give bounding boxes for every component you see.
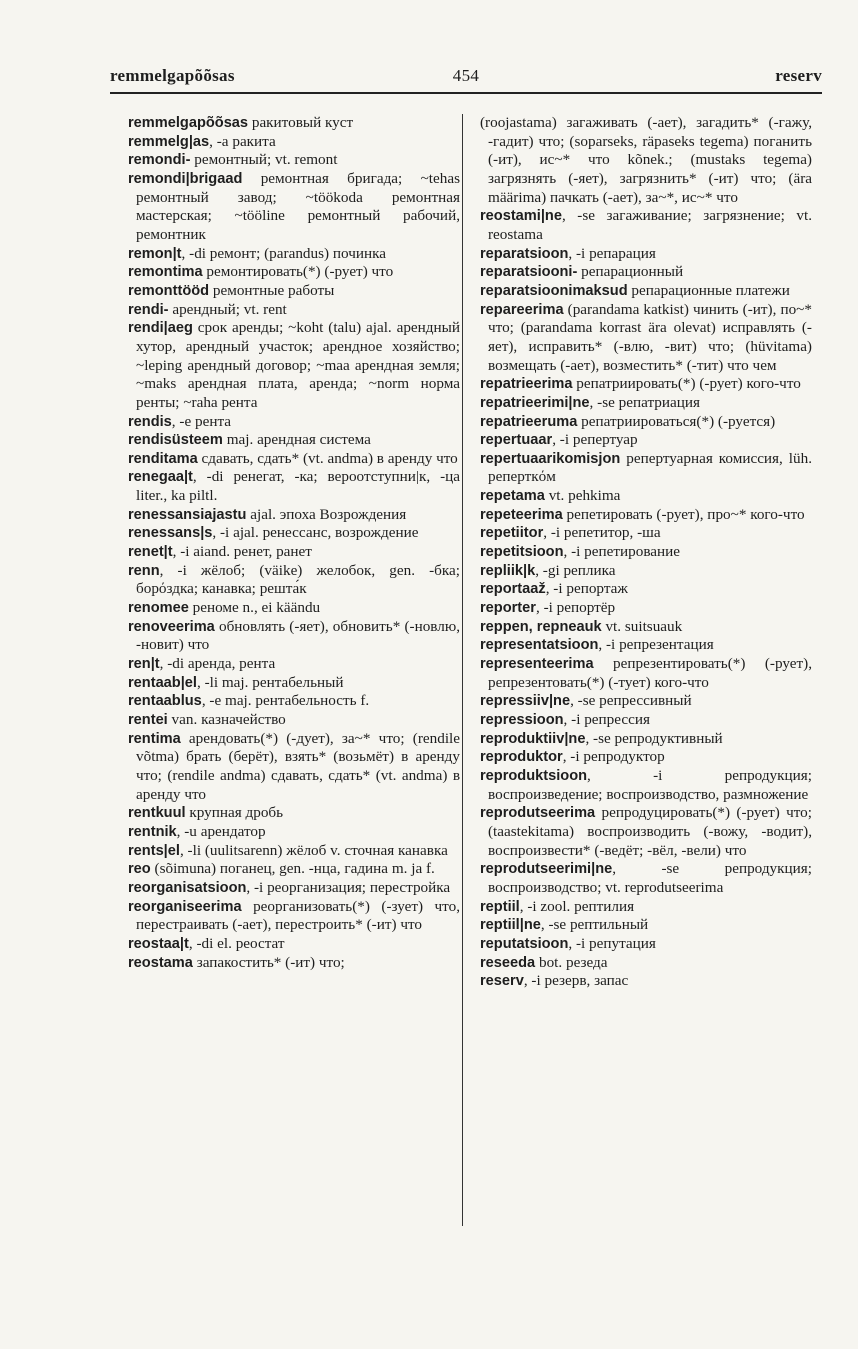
dictionary-entry [128, 301, 460, 320]
entry-definition: , -i жёлоб; (väike) желобок, gen. -бка; борόздка; канавка; решта́к [136, 561, 460, 598]
entry-headword: reportaaž [480, 581, 546, 598]
entry-definition: , -i репродуктор [562, 748, 665, 766]
header-right-guide-word: reserv [775, 66, 822, 85]
entry-definition: , -i репетитор, -ша [543, 524, 661, 542]
dictionary-entry [480, 898, 812, 917]
entry-headword: remon|t [128, 245, 182, 262]
entry-headword: reproduktor [480, 749, 563, 766]
entry-headword: reorganisatsioon [128, 879, 247, 896]
entry-definition: (parandama katkist) чинить (-ит), по~* что; (parandama korrast ära olevat) исправлять (-яет), исправить* (-влю, -вит) что; (hüvitama) возмещать (-ает), возместить* (-тит) что чем [488, 300, 812, 374]
dictionary-entry [480, 655, 812, 692]
entry-headword: renessansiajastu [128, 506, 247, 523]
entry-definition: репарационные платежи [627, 281, 790, 299]
dictionary-entry [128, 319, 460, 412]
dictionary-entry [480, 748, 812, 767]
entry-headword: rendisüsteem [128, 432, 223, 449]
entry-headword: representeerima [480, 656, 594, 673]
dictionary-entry [480, 543, 812, 562]
entry-definition: срок аренды; ~koht (talu) ajal. арендный хутор, арендный участок; арендное хозяйство; ~leping арендный договор; ~maa арендная земля; ~maks арендная плата, аренда; ~norm норма ренты; ~raha рента [136, 319, 460, 411]
entry-definition: , -gi реплика [535, 561, 616, 579]
entry-definition: репарационный [577, 263, 684, 281]
entry-definition: van. казначейство [167, 711, 286, 728]
entry-headword: reproduktiiv|ne [480, 730, 586, 747]
entry-definition: (sõimuna) поганец, gen. -нца, гадина m. ja f. [150, 860, 435, 878]
dictionary-entry [128, 245, 460, 264]
entry-definition: арендовать(*) (-дует), за~* что; (rendile võtma) брать (берёт), взять* (возьмёт) в аренду что; (rendile andma) сдавать, сдать* (vt. andma) в аренду что [136, 729, 460, 803]
entry-definition: сдавать, сдать* (vt. andma) в аренду что [197, 449, 458, 467]
header-left-guide-word: remmelgapõõsas [110, 66, 235, 85]
entry-headword: reppen, repneauk [480, 618, 602, 635]
dictionary-entry [128, 730, 460, 805]
entry-definition: , -di ремонт; (parandus) починка [181, 244, 386, 262]
dictionary-entry [480, 860, 812, 897]
dictionary-entry [480, 282, 812, 301]
entry-headword: repetama [480, 488, 545, 505]
entry-headword: reparatsiooni- [480, 264, 578, 281]
entry-headword: rentnik [128, 823, 177, 840]
dictionary-entry [128, 170, 460, 245]
entry-headword: repressioon [480, 712, 564, 728]
dictionary-entry [128, 413, 460, 432]
dictionary-entry [480, 562, 812, 581]
dictionary-entry [128, 655, 460, 674]
right-column [480, 114, 812, 991]
entry-headword: reptiil|ne [480, 917, 541, 934]
entry-definition: ремонтные работы [209, 281, 335, 299]
entry-headword: reseeda [480, 954, 536, 971]
entry-definition: репатриировать(*) (-рует) кого-что [572, 375, 801, 393]
dictionary-entry [480, 207, 812, 244]
dictionary-entry [480, 301, 812, 376]
entry-headword: reparatsioonimaksud [480, 282, 628, 299]
entry-headword: repressiiv|ne [480, 693, 571, 710]
entry-headword: rendis [128, 413, 172, 430]
entry-definition: , -i zool. рептилия [519, 897, 635, 915]
dictionary-entry [480, 618, 812, 637]
entry-headword: remondi- [128, 152, 191, 169]
entry-definition: , -li maj. рентабельный [196, 673, 344, 691]
dictionary-entry [128, 898, 460, 935]
entry-definition: , -i репрессия [563, 711, 650, 728]
entry-headword: rentima [128, 730, 181, 747]
entry-definition: , -e maj. рентабельность f. [201, 692, 370, 710]
entry-headword: representatsioon [480, 637, 599, 654]
entry-headword: reporter [480, 600, 536, 617]
entry-headword: repatrieerima [480, 376, 573, 393]
entry-definition: maj. арендная система [222, 431, 371, 449]
dictionary-entry [480, 972, 812, 991]
entry-definition: ремонтный; vt. remont [190, 151, 338, 169]
entry-headword: repertuaar [480, 432, 553, 449]
dictionary-entry [128, 860, 460, 879]
entry-definition: , -i репетирование [563, 543, 681, 561]
entry-definition: , -i репрезентация [598, 636, 714, 654]
entry-definition: ремонтная бригада; ~tehas ремонтный завод; ~töökoda ремонтная мастерская; ~tööline ремонтный рабочий, ремонтник [136, 169, 460, 243]
dictionary-entry [128, 151, 460, 170]
entry-headword: rents|el [128, 842, 180, 859]
entry-definition: запакостить* (-ит) что; [192, 953, 345, 971]
entry-headword: repareerima [480, 301, 564, 318]
dictionary-entry [480, 636, 812, 655]
dictionary-entry [128, 431, 460, 450]
dictionary-entry [480, 263, 812, 282]
dictionary-entry [480, 580, 812, 599]
entry-definition: , -a ракита [209, 132, 276, 150]
entry-definition: арендный; vt. rent [168, 300, 287, 318]
header-rule [110, 92, 822, 94]
entry-definition: ремонтировать(*) (-рует) что [202, 263, 394, 281]
dictionary-entry [128, 524, 460, 543]
entry-definition: , -i резерв, запас [523, 972, 629, 990]
entry-headword: renn [128, 562, 160, 579]
dictionary-entry [128, 450, 460, 469]
dictionary-entry [128, 263, 460, 282]
dictionary-entry [128, 674, 460, 693]
entry-headword: repetiitor [480, 525, 544, 542]
entry-definition: (roojastama) загаживать (-ает), загадить* (-гажу, -гадит) что; (soparseks, räpaseks tegema) поганить (-ит), ис~* что kõnek.; (mustaks tegema) загрязнять (-яет), загрязнить* (-ит) что; (ära määrima) пачкать (-ает), за~*, ис~* что [480, 114, 812, 206]
entry-definition: , -se репатриация [589, 393, 700, 411]
entry-definition: , -se загаживание; загрязнение; vt. reostama [488, 207, 812, 243]
entry-definition: репродуцировать(*) (-рует) что; (taastekitama) воспроизводить (-вожу, -водит), воспроизвести* (-ведёт; -вёл, -вели) что [488, 804, 812, 859]
entry-headword: reo [128, 861, 151, 878]
entry-headword: renditama [128, 450, 198, 467]
dictionary-entry [128, 506, 460, 525]
entry-headword: rendi|aeg [128, 320, 193, 337]
entry-definition: крупная дробь [185, 804, 284, 822]
entry-definition: , -di el. реостат [188, 934, 285, 952]
entry-definition: ракитовый куст [248, 114, 354, 131]
entry-definition: vt. suitsuauk [601, 617, 683, 635]
dictionary-entry [128, 543, 460, 562]
entry-definition: репрезентировать(*) (-рует), репрезентовать(*) (-тует) кого-что [488, 655, 812, 691]
dictionary-entry [480, 394, 812, 413]
entry-definition: , -u арендатор [176, 822, 266, 840]
entry-definition: , -i репродукция; воспроизведение; воспроизводство, размножение [488, 766, 812, 803]
dictionary-entry [480, 431, 812, 450]
dictionary-entry [480, 524, 812, 543]
entry-headword: reostami|ne [480, 208, 562, 225]
dictionary-entry [128, 562, 460, 599]
entry-headword: reserv [480, 973, 524, 990]
entry-headword: reostama [128, 954, 193, 971]
entry-definition: репертуарная комиссия, lüh. реперткόм [488, 449, 812, 486]
entry-headword: renomee [128, 600, 189, 617]
entry-definition: реорганизовать(*) (-зует) что, перестраивать (-ает), перестроить* (-ит) что [136, 897, 460, 934]
entry-headword: reorganiseerima [128, 898, 242, 915]
entry-headword: renet|t [128, 544, 173, 561]
entry-headword: remondi|brigaad [128, 170, 243, 187]
dictionary-entry [480, 916, 812, 935]
entry-headword: remmelg|as [128, 133, 210, 150]
entry-definition: , -i ajal. ренессанс, возрождение [212, 524, 419, 542]
dictionary-entry [128, 954, 460, 973]
dictionary-entry [480, 730, 812, 749]
dictionary-entry [128, 711, 460, 730]
dictionary-entry [480, 935, 812, 954]
entry-definition: , -di аренда, рента [159, 655, 276, 673]
entry-headword: remontima [128, 264, 203, 281]
dictionary-entry [480, 413, 812, 432]
entry-definition: репатриироваться(*) (-руется) [577, 412, 776, 430]
entry-headword: renessans|s [128, 525, 213, 542]
entry-definition: , -i репутация [568, 934, 656, 952]
dictionary-entry [480, 954, 812, 973]
entry-definition: , -se рептильный [540, 916, 649, 934]
entry-definition: , -se репродукция; воспроизводство; vt. reprodutseerima [488, 860, 812, 896]
entry-definition: обновлять (-яет), обновить* (-новлю, -новит) что [136, 617, 460, 654]
entry-definition: , -i реорганизация; перестройка [246, 878, 451, 896]
dictionary-entry [480, 506, 812, 525]
entry-definition: , -se репрессивный [570, 692, 692, 710]
entry-headword: rendi- [128, 301, 169, 318]
entry-headword: remmelgapõõsas [128, 115, 249, 131]
entry-definition: bot. резеда [535, 953, 608, 971]
entry-headword: renegaa|t [128, 469, 193, 486]
dictionary-entry [128, 468, 460, 505]
dictionary-entry [128, 692, 460, 711]
dictionary-entry [128, 935, 460, 954]
dictionary-entry [128, 804, 460, 823]
entry-definition: реноме n., ei käändu [188, 599, 321, 617]
dictionary-entry [128, 114, 460, 133]
entry-headword: ren|t [128, 656, 160, 673]
entry-headword: rentaab|el [128, 674, 197, 691]
page-number: 454 [452, 66, 480, 85]
entry-headword: reparatsioon [480, 245, 569, 262]
dictionary-entry [128, 879, 460, 898]
entry-definition: , -i репортёр [535, 599, 616, 617]
entry-headword: reptiil [480, 898, 520, 915]
entry-definition: , -se репродуктивный [585, 729, 723, 747]
entry-definition: vt. pehkima [544, 487, 621, 505]
entry-definition: , -i репертуар [552, 431, 638, 449]
dictionary-entry [128, 823, 460, 842]
entry-definition: репетировать (-рует), про~* кого-что [562, 505, 805, 523]
dictionary-entry [480, 711, 812, 730]
entry-definition: , -di ренегат, -ка; вероотступни|к, -ца liter., ka piltl. [136, 468, 460, 505]
entry-headword: reprodutseerimi|ne [480, 861, 613, 878]
column-divider [462, 114, 463, 1226]
dictionary-entry [128, 618, 460, 655]
dictionary-entry [128, 842, 460, 861]
dictionary-entry [128, 133, 460, 152]
entry-definition: ajal. эпоха Возрождения [246, 505, 407, 523]
entry-headword: renoveerima [128, 618, 215, 635]
left-column [128, 114, 460, 972]
entry-headword: rentei [128, 712, 168, 728]
entry-definition: , -li (uulitsarenn) жёлоб v. сточная канавка [179, 841, 448, 859]
entry-headword: remonttööd [128, 282, 210, 299]
dictionary-entry [128, 282, 460, 301]
entry-definition: , -i репортаж [545, 580, 628, 598]
entry-headword: reproduktsioon [480, 767, 588, 784]
entry-definition: , -e рента [171, 412, 232, 430]
entry-headword: repatrieeruma [480, 413, 578, 430]
entry-headword: rentaablus [128, 693, 202, 710]
entry-headword: reputatsioon [480, 935, 569, 952]
dictionary-entry [480, 450, 812, 487]
dictionary-entry [480, 767, 812, 804]
entry-headword: repertuaarikomisjon [480, 450, 621, 467]
entry-headword: reostaa|t [128, 935, 189, 952]
entry-headword: repetitsioon [480, 544, 564, 561]
dictionary-entry [480, 804, 812, 860]
page-header [110, 66, 822, 92]
entry-headword: reprodutseerima [480, 805, 596, 822]
dictionary-entry [480, 114, 812, 207]
dictionary-entry [480, 245, 812, 264]
dictionary-entry [480, 375, 812, 394]
entry-definition: , -i репарация [568, 244, 656, 262]
dictionary-entry [480, 692, 812, 711]
entry-headword: repeteerima [480, 506, 563, 523]
dictionary-entry [128, 599, 460, 618]
entry-headword: repliik|k [480, 562, 536, 579]
dictionary-entry [480, 599, 812, 618]
dictionary-entry [480, 487, 812, 506]
entry-headword: rentkuul [128, 805, 186, 822]
entry-definition: , -i aiand. ренет, ранет [172, 543, 312, 561]
entry-headword: repatrieerimi|ne [480, 394, 590, 411]
